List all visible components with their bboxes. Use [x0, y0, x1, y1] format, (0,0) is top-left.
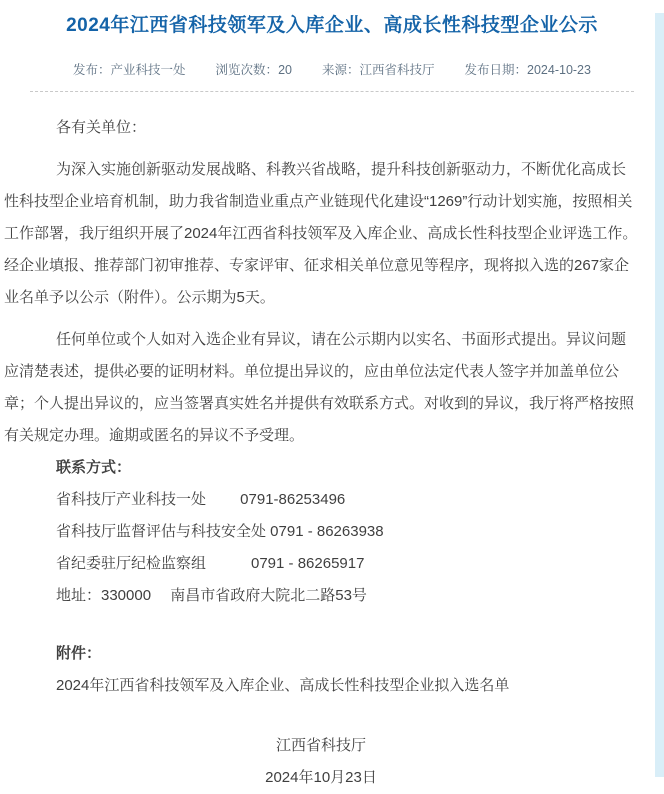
contact-heading: 联系方式： [56, 459, 132, 476]
notice-body [0, 92, 664, 794]
meta-source-value: 江西省科技厅 [359, 63, 435, 77]
signature-date: 2024年10月23日 [265, 769, 377, 786]
meta-publisher [73, 60, 186, 78]
page-title: 2024年江西省科技领军及入库企业、高成长性科技型企业公示 [66, 15, 598, 36]
contact-line-discipline-inspection: 省纪委驻厅纪检监察组 0791 - 86265917 [56, 555, 365, 572]
meta-source [322, 60, 435, 78]
meta-publish-date-label: 发布日期： [464, 63, 528, 77]
contact-line-industry-division: 省科技厅产业科技一处 0791-86253496 [56, 491, 346, 508]
meta-publisher-label: 发布： [73, 63, 111, 77]
body-paragraph: 任何单位或个人如对入选企业有异议，请在公示期内以实名、书面形式提出。异议问题应清楚表述，提供必要的证明材料。单位提出异议的，应由单位法定代表人签字并加盖单位公章；个人提出异议的，应当签署真实姓名并提供有效联系方式。对收到的异议，我厅将严格按照有关规定办理。逾期或匿名的异议不予受理。 [4, 331, 635, 444]
notice-page [0, 13, 664, 786]
meta-row [0, 60, 664, 78]
meta-publisher-value: 产业科技一处 [110, 63, 186, 77]
salutation: 各有关单位： [56, 119, 147, 136]
meta-view-count-value: 20 [278, 63, 292, 77]
attachment-link[interactable]: 2024年江西省科技领军及入库企业、高成长性科技型企业拟入选名单 [56, 677, 510, 694]
meta-publish-date-value: 2024-10-23 [527, 63, 591, 77]
meta-view-count-label: 浏览次数： [215, 63, 279, 77]
right-edge-strip [655, 13, 664, 777]
signature-org: 江西省科技厅 [275, 737, 366, 754]
contact-line-address: 地址：330000 南昌市省政府大院北二路53号 [56, 587, 367, 604]
attachment-heading: 附件： [56, 645, 102, 662]
meta-view-count [216, 60, 292, 78]
meta-source-label: 来源： [321, 63, 360, 77]
contact-line-supervision-division: 省科技厅监督评估与科技安全处 0791 - 86263938 [56, 523, 384, 540]
meta-publish-date [465, 60, 591, 78]
body-paragraph: 为深入实施创新驱动发展战略、科教兴省战略，提升科技创新驱动力，不断优化高成长性科技型企业培育机制，助力我省制造业重点产业链现代化建设“1269”行动计划实施，按照相关工作部署，我厅组织开展了2024年江西省科技领军及入库企业、高成长性科技型企业评选工作。经企业填报、推荐部门初审推荐、专家评审、征求相关单位意见等程序，现将拟入选的267家企业名单予以公示（附件）。公示期为5天。 [4, 161, 638, 306]
